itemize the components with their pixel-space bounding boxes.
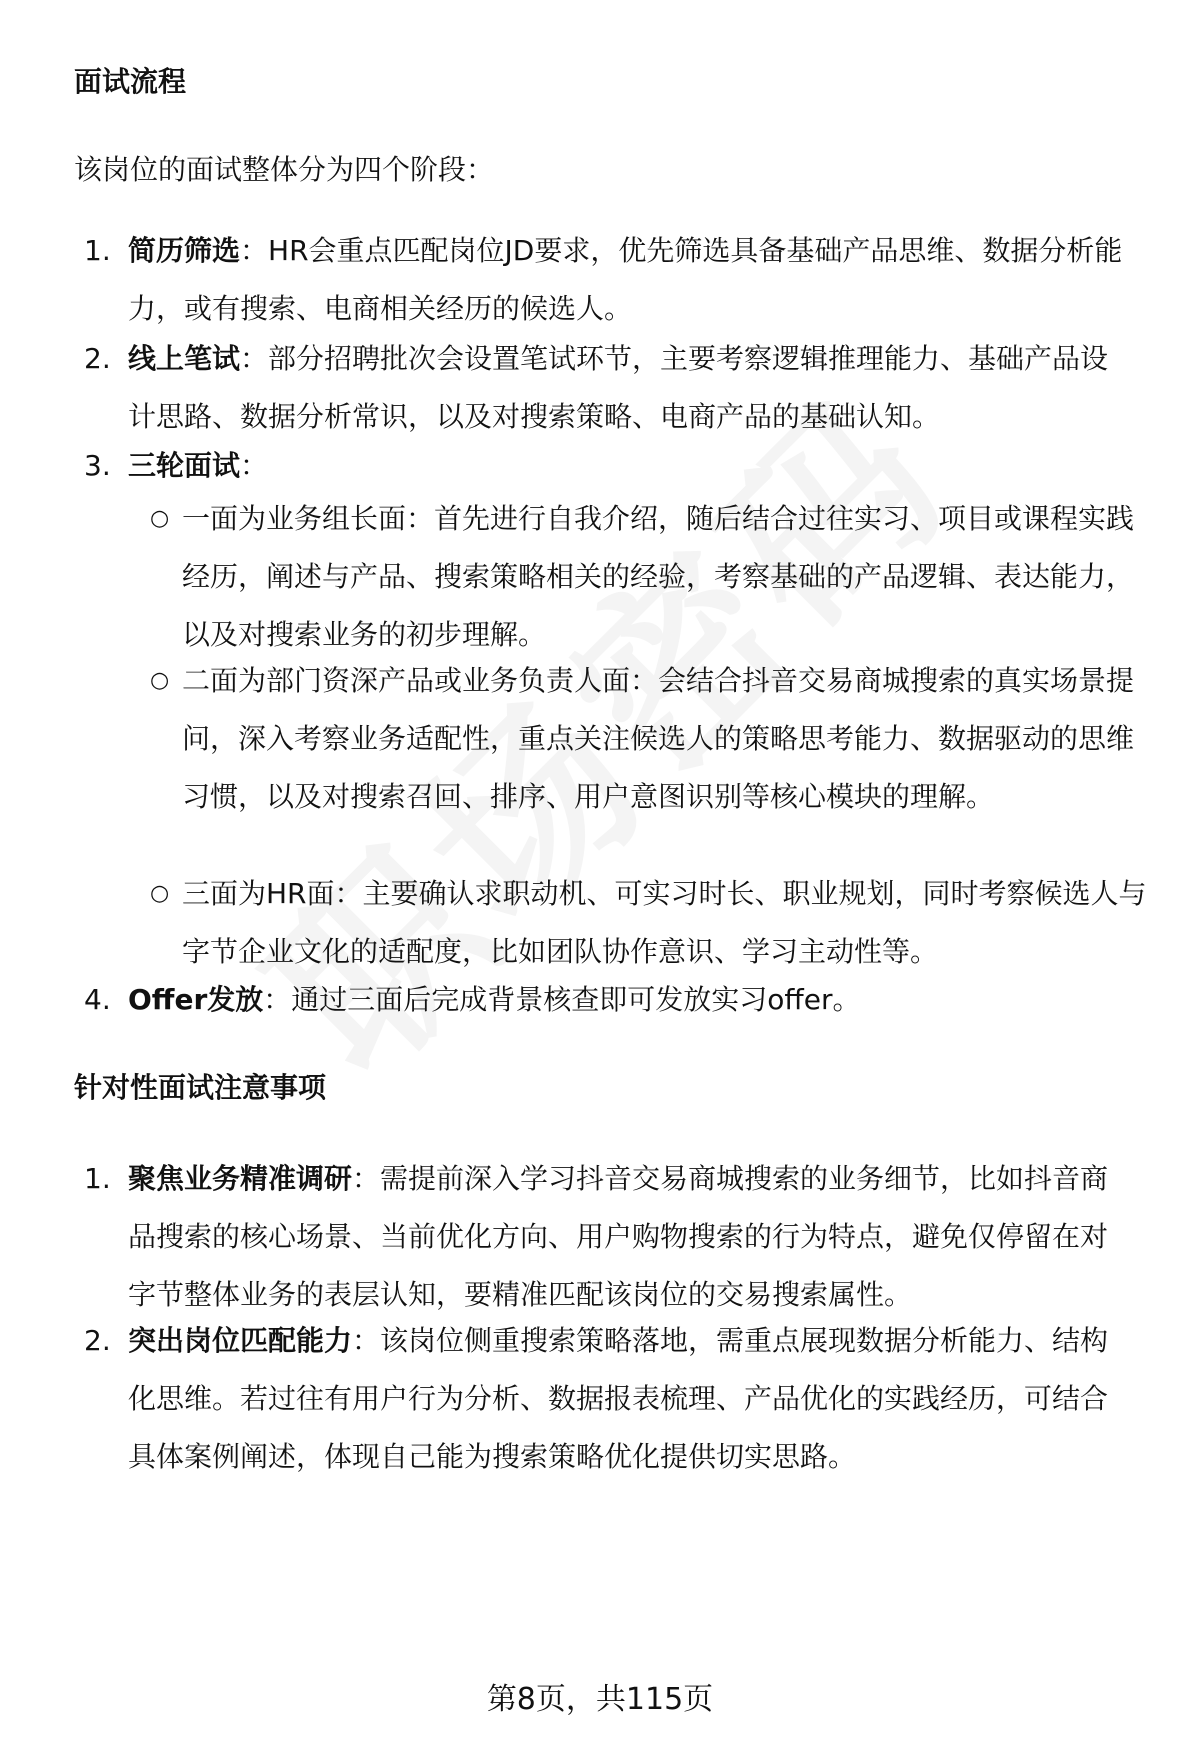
circle-bullet-icon: ○ [150,506,170,531]
sub-item-text: 二面为部门资深产品或业务负责人面：会结合抖音交易商城搜索的真实场景提问，深入考察业务适配性，重点关注候选人的策略思考能力、数据驱动的思维习惯，以及对搜索召回、排序、用户意图识别等核心模块的理解。 [182,664,1135,813]
circle-bullet-icon: ○ [150,881,170,906]
sub-item-text: 一面为业务组长面：首先进行自我介绍，随后结合过往实习、项目或课程实践经历，阐述与产品、搜索策略相关的经验，考察基础的产品逻辑、表达能力，以及对搜索业务的初步理解。 [182,502,1135,651]
item-heading: Offer发放 [128,983,264,1016]
item-body: ：该岗位侧重搜索策略落地，需重点展现数据分析能力、结构化思维。若过往有用户行为分析、数据报表梳理、产品优化的实践经历，可结合具体案例阐述，体现自己能为搜索策略优化提供切实思路。 [128,1324,1109,1473]
section-title-interview-process: 面试流程 [74,65,187,98]
list-item-text [128,971,1128,1029]
item-heading: 简历筛选 [128,234,241,267]
list-item-text [128,437,1128,495]
item-body: ：需提前深入学习抖音交易商城搜索的业务细节，比如抖音商品搜索的核心场景、当前优化方向、用户购物搜索的行为特点，避免仅停留在对字节整体业务的表层认知，要精准匹配该岗位的交易搜索属性。 [128,1162,1109,1311]
item-heading: 聚焦业务精准调研 [128,1162,353,1195]
list-number: 4. [84,983,111,1016]
circle-bullet-icon: ○ [150,668,170,693]
item-heading: 三轮面试 [128,449,241,482]
list-item-text [128,1150,1128,1324]
list-number: 2. [84,1324,111,1357]
list-number: 1. [84,1162,111,1195]
list-number: 2. [84,342,111,375]
list-number: 3. [84,449,111,482]
item-body: ：HR会重点匹配岗位JD要求，优先筛选具备基础产品思维、数据分析能力，或有搜索、电商相关经历的候选人。 [128,234,1123,325]
item-heading: 线上笔试 [128,342,241,375]
list-item-text [128,330,1128,446]
list-item-text [128,1312,1128,1486]
intro-paragraph: 该岗位的面试整体分为四个阶段： [74,153,495,186]
sub-item-text: 三面为HR面：主要确认求职动机、可实习时长、职业规划，同时考察候选人与字节企业文化的适配度，比如团队协作意识、学习主动性等。 [182,877,1147,968]
page-footer: 第8页，共115页 [486,1682,714,1717]
item-body: ： [240,449,269,482]
section-title-interview-tips: 针对性面试注意事项 [74,1071,327,1104]
item-body: ：通过三面后完成背景核查即可发放实习offer。 [263,983,861,1016]
item-heading: 突出岗位匹配能力 [128,1324,353,1357]
list-item-text [128,222,1128,338]
list-number: 1. [84,234,111,267]
item-body: ：部分招聘批次会设置笔试环节，主要考察逻辑推理能力、基础产品设计思路、数据分析常识，以及对搜索策略、电商产品的基础认知。 [128,342,1109,433]
